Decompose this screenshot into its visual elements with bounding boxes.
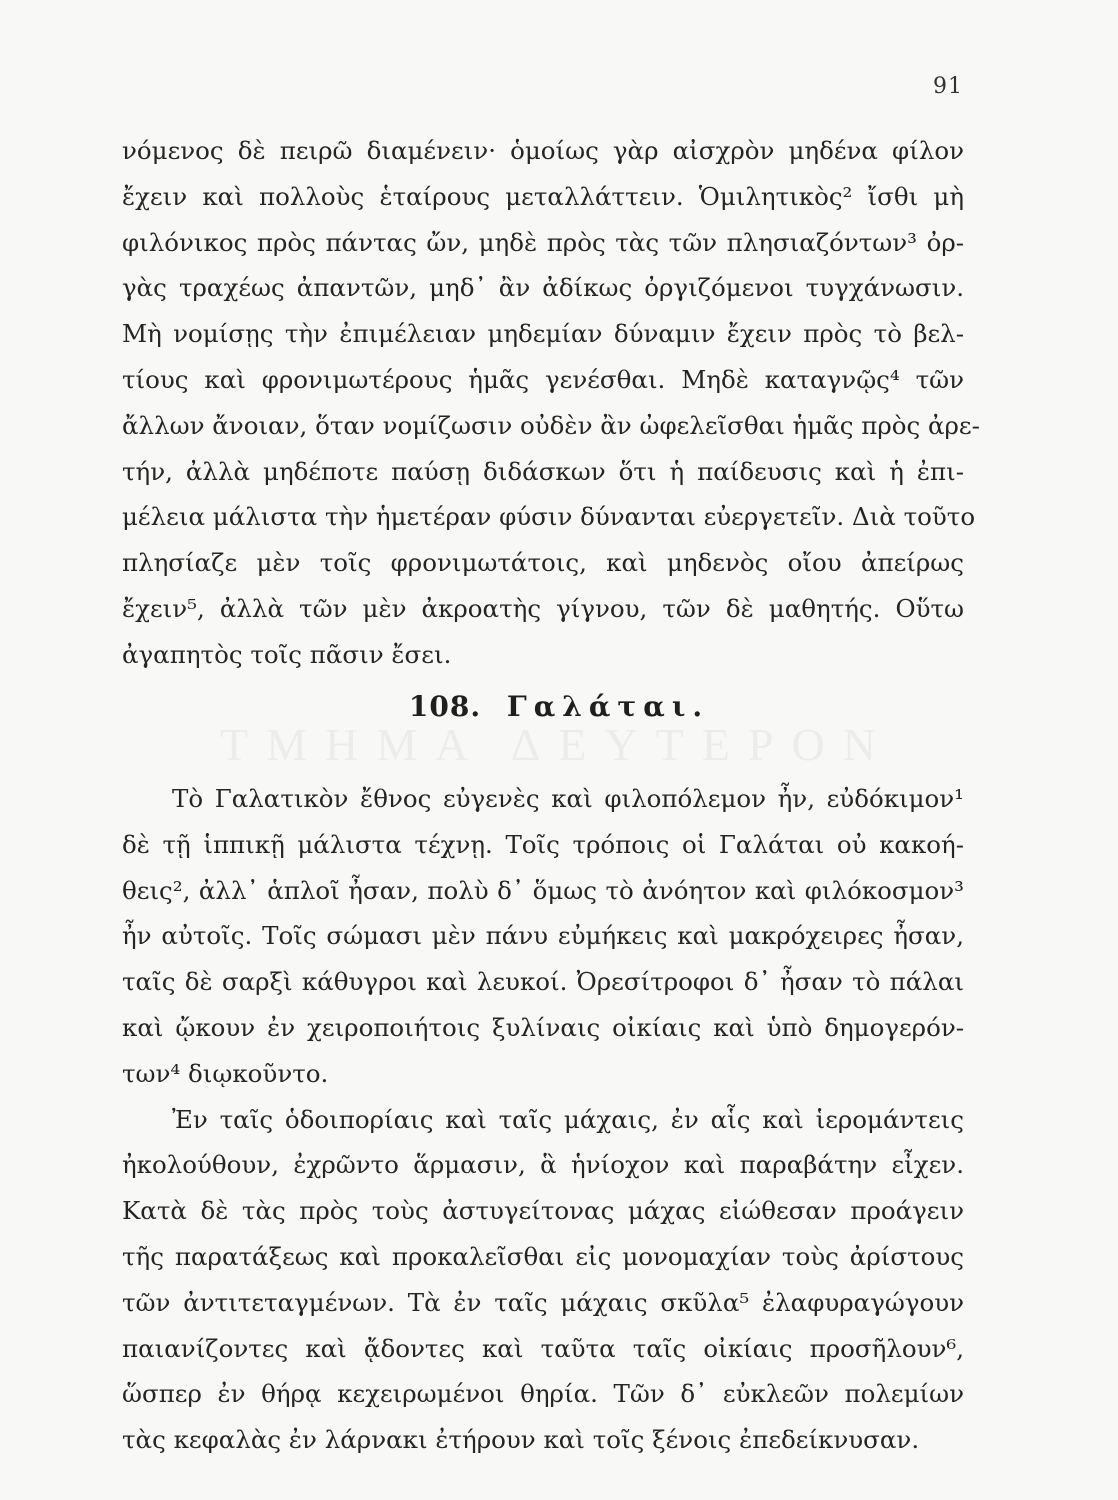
text-line: Μὴ νομίσῃς τὴν ἐπιμέλειαν μηδεμίαν δύναμιν ἔχειν πρὸς τὸ βελ- bbox=[122, 319, 964, 349]
text-line: ἄλλων ἄνοιαν, ὅταν νομίζωσιν οὐδὲν ἂν ὠφελεῖσθαι ἡμᾶς πρὸς ἀρε- bbox=[122, 410, 980, 440]
show-through-text: ΤΜΗΜΑ ΔΕΥΤΕΡΟΝ bbox=[220, 719, 894, 770]
text-line: τίους καὶ φρονιμωτέρους ἡμᾶς γενέσθαι. Μηδὲ καταγνῷς⁴ τῶν bbox=[122, 364, 964, 394]
text-line: παιανίζοντες καὶ ᾄδοντες καὶ ταῦτα ταῖς οἰκίαις προσῆλουν⁶, bbox=[122, 1333, 964, 1363]
text-line: πλησίαζε μὲν τοῖς φρονιμωτάτοις, καὶ μηδενὸς οἴου ἀπείρως bbox=[122, 548, 964, 578]
text-line: τῆς παρατάξεως καὶ προκαλεῖσθαι εἰς μονομαχίαν τοὺς ἀρίστους bbox=[122, 1241, 964, 1271]
text-line: φιλόνικος πρὸς πάντας ὤν, μηδὲ πρὸς τὰς τῶν πλησιαζόντων³ ὀρ- bbox=[122, 227, 964, 257]
page-number: 91 bbox=[933, 74, 963, 99]
text-line: Τὸ Γαλατικὸν ἔθνος εὐγενὲς καὶ φιλοπόλεμον ἦν, εὐδόκιμον¹ bbox=[172, 784, 964, 813]
text-line: νόμενος δὲ πειρῶ διαμένειν· ὁμοίως γὰρ αἰσχρὸν μηδένα φίλον bbox=[122, 136, 964, 165]
body-text bbox=[122, 776, 964, 1463]
text-line: μέλεια μάλιστα τὴν ἡμετέραν φύσιν δύνανται εὐεργετεῖν. Διὰ τοῦτο bbox=[122, 502, 976, 532]
text-line: ἔχειν καὶ πολλοὺς ἑταίρους μεταλλάττειν. Ὁμιλητικὸς² ἴσθι μὴ bbox=[122, 181, 964, 211]
text-line: θεις², ἀλλ᾽ ἁπλοῖ ἦσαν, πολὺ δ᾽ ὅμως τὸ ἀνόητον καὶ φιλόκοσμον³ bbox=[122, 875, 964, 905]
section-number: 108. bbox=[408, 690, 482, 723]
text-line: των⁴ διῳκοῦντο. bbox=[122, 1058, 329, 1088]
text-line: ὥσπερ ἐν θήρᾳ κεχειρωμένοι θηρία. Τῶν δ᾽ εὐκλεῶν πολεμίων bbox=[122, 1379, 964, 1409]
text-line: ἀγαπητὸς τοῖς πᾶσιν ἔσει. bbox=[122, 639, 452, 669]
text-line: τήν, ἀλλὰ μηδέποτε παύσῃ διδάσκων ὅτι ἡ παίδευσις καὶ ἡ ἐπι- bbox=[122, 456, 964, 486]
text-line: τὰς κεφαλὰς ἐν λάρνακι ἐτήρουν καὶ τοῖς ξένοις ἐπεδείκνυσαν. bbox=[122, 1425, 920, 1455]
section-heading bbox=[0, 690, 1118, 723]
text-line: ἠκολούθουν, ἐχρῶντο ἅρμασιν, ἃ ἡνίοχον καὶ παραβάτην εἶχεν. bbox=[122, 1150, 964, 1180]
top-paragraph bbox=[122, 128, 980, 678]
section-title: Γαλάται. bbox=[506, 690, 710, 723]
text-line: Ἐν ταῖς ὁδοιπορίαις καὶ ταῖς μάχαις, ἐν αἷς καὶ ἱερομάντεις bbox=[172, 1104, 964, 1134]
text-line: ἔχειν⁵, ἀλλὰ τῶν μὲν ἀκροατὴς γίγνου, τῶν δὲ μαθητής. Οὕτω bbox=[122, 593, 964, 623]
text-line: ἦν αὐτοῖς. Τοῖς σώμασι μὲν πάνυ εὐμήκεις καὶ μακρόχειρες ἦσαν, bbox=[122, 921, 964, 951]
text-line: δὲ τῇ ἱππικῇ μάλιστα τέχνῃ. Τοῖς τρόποις οἱ Γαλάται οὐ κακοή- bbox=[122, 829, 964, 859]
text-line: καὶ ᾤκουν ἐν χειροποιήτοις ξυλίναις οἰκίαις καὶ ὑπὸ δημογερόν- bbox=[122, 1012, 964, 1042]
text-line: τῶν ἀντιτεταγμένων. Τὰ ἐν ταῖς μάχαις σκῦλα⁵ ἐλαφυραγώγουν bbox=[122, 1287, 964, 1317]
text-line: ταῖς δὲ σαρξὶ κάθυγροι καὶ λευκοί. Ὀρεσίτροφοι δ᾽ ἦσαν τὸ πάλαι bbox=[122, 967, 964, 997]
text-line: γὰς τραχέως ἀπαντῶν, μηδ᾽ ἂν ἀδίκως ὀργιζόμενοι τυγχάνωσιν. bbox=[122, 273, 964, 303]
text-line: Κατὰ δὲ τὰς πρὸς τοὺς ἀστυγείτονας μάχας εἰώθεσαν προάγειν bbox=[122, 1196, 964, 1226]
